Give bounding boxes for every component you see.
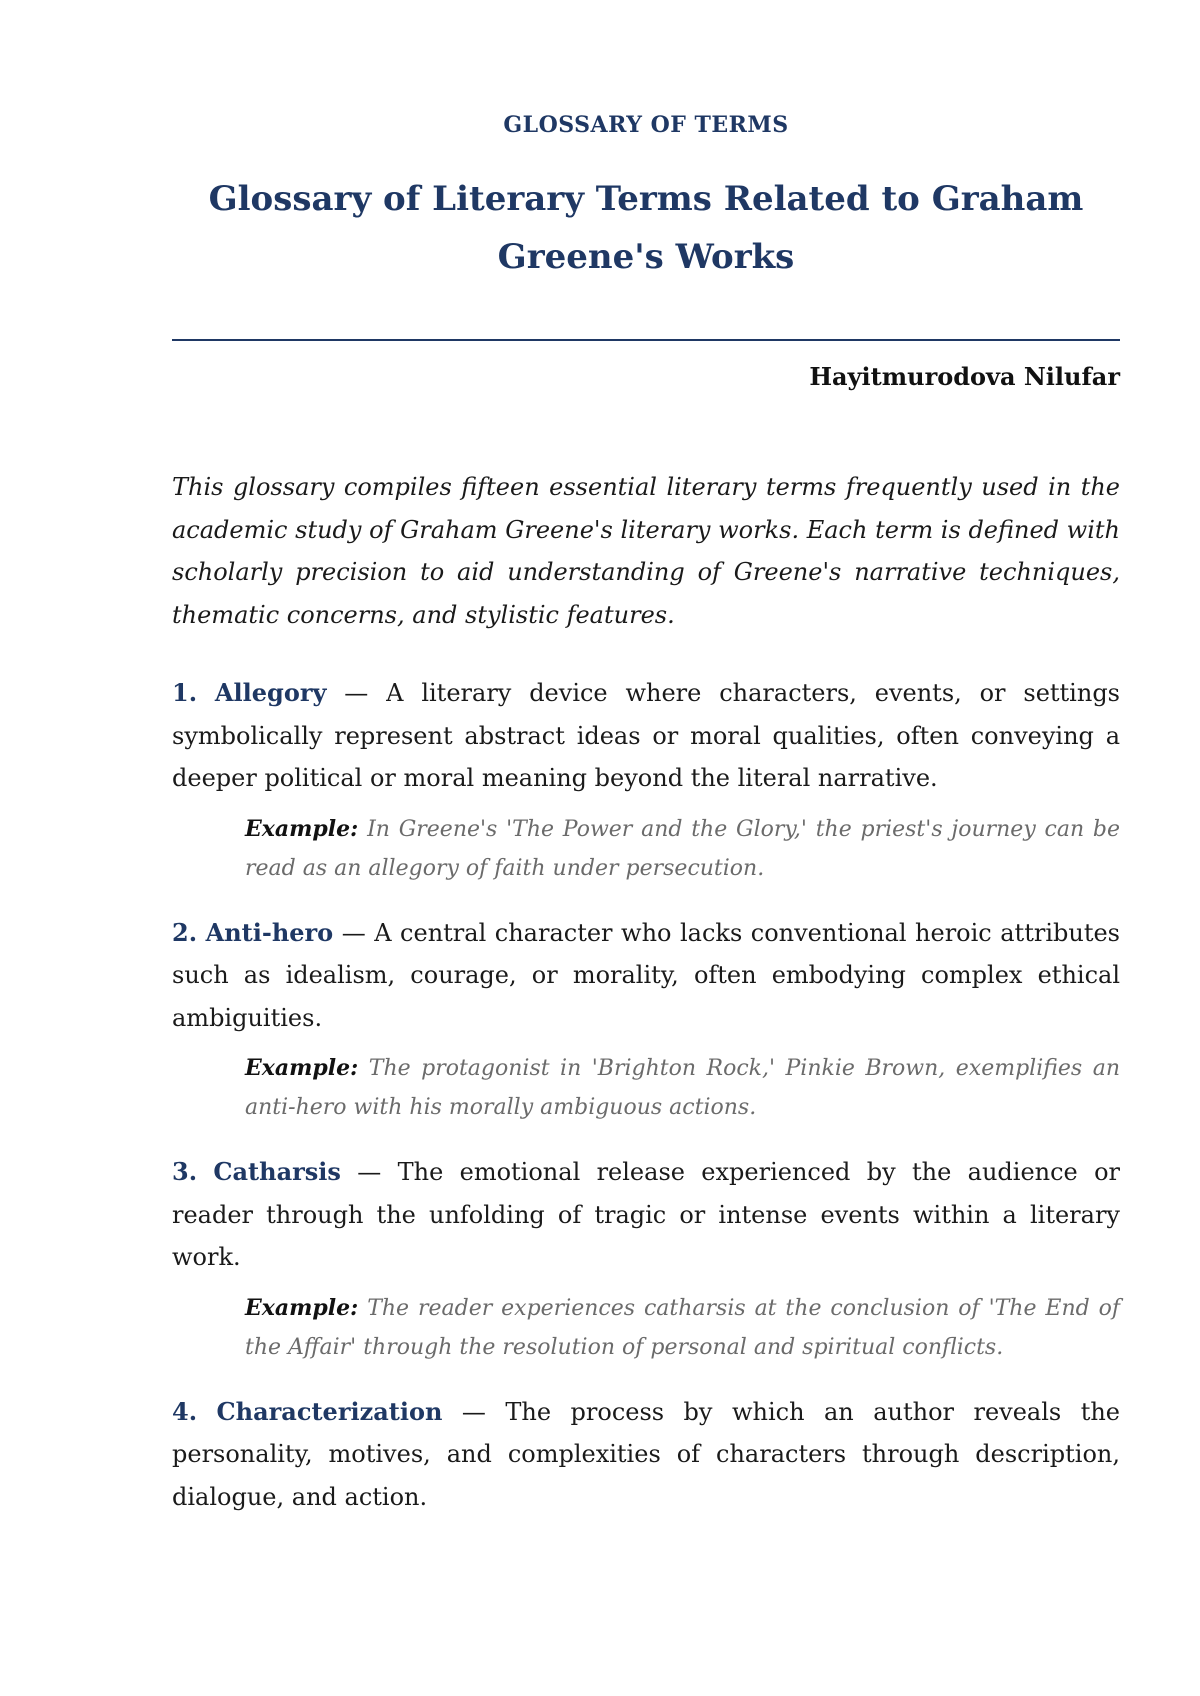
term-name: Allegory	[214, 678, 327, 707]
abstract-paragraph: This glossary compiles fifteen essential literary terms frequently used in the academic study of Graham Greene's literary works. Each term is defined with scholarly precision to aid understanding of Greene's narrative techniques, thematic concerns, and stylistic features.	[172, 473, 1120, 629]
term-definition-line	[172, 912, 1120, 1040]
term-example	[245, 1049, 1120, 1127]
term-definition: The process by which an author reveals the personality, motives, and complexities of characters through description, dialogue, and action.	[172, 1397, 1121, 1511]
term-name: Characterization	[216, 1396, 443, 1426]
example-label: Example:	[245, 815, 359, 842]
term-definition: A central character who lacks conventional heroic attributes such as idealism, courage, or morality, often embodying complex ethical ambiguities.	[172, 918, 1120, 1032]
term-definition: The emotional release experienced by the audience or reader through the unfolding of tragic or intense events within a literary work.	[172, 1158, 1120, 1271]
term-number: 2.	[172, 917, 198, 947]
example-label: Example:	[245, 1055, 359, 1081]
term-example	[245, 1289, 1120, 1367]
term-number: 4.	[172, 1396, 198, 1426]
glossary-entry	[172, 1391, 1120, 1519]
em-dash: —	[344, 679, 369, 707]
term-example	[245, 810, 1120, 888]
glossary-entry	[172, 672, 1120, 888]
example-text: The protagonist in 'Brighton Rock,' Pinkie Brown, exemplifies an anti-hero with his morally ambiguous actions.	[245, 1056, 1120, 1120]
term-name: Anti-hero	[205, 917, 334, 947]
glossary-entry	[172, 1151, 1120, 1367]
running-head: GLOSSARY OF TERMS	[503, 112, 789, 138]
title-divider	[172, 339, 1120, 341]
term-number: 3.	[172, 1157, 198, 1186]
em-dash: —	[357, 1158, 382, 1186]
term-definition-line	[172, 672, 1120, 800]
term-number: 1.	[172, 678, 198, 707]
example-text: In Greene's 'The Power and the Glory,' the priest's journey can be read as an allegory of faith under persecution.	[245, 816, 1120, 881]
em-dash: —	[341, 918, 366, 947]
example-label: Example:	[245, 1294, 359, 1321]
em-dash: —	[461, 1397, 486, 1426]
author-name: Hayitmurodova Nilufar	[809, 362, 1120, 391]
term-name: Catharsis	[213, 1157, 341, 1186]
term-definition-line	[172, 1151, 1120, 1279]
document-title: Glossary of Literary Terms Related to Graham Greene's Works	[208, 179, 1084, 277]
glossary-entry	[172, 912, 1120, 1128]
example-text: The reader experiences catharsis at the conclusion of 'The End of the Affair' through the resolution of personal and spiritual conflicts.	[245, 1295, 1120, 1360]
term-definition-line	[172, 1391, 1120, 1519]
term-definition: A literary device where characters, events, or settings symbolically represent abstract ideas or moral qualities, often conveying a deeper political or moral meaning beyond the literal narrative.	[172, 679, 1120, 792]
glossary-list	[172, 672, 1120, 1542]
